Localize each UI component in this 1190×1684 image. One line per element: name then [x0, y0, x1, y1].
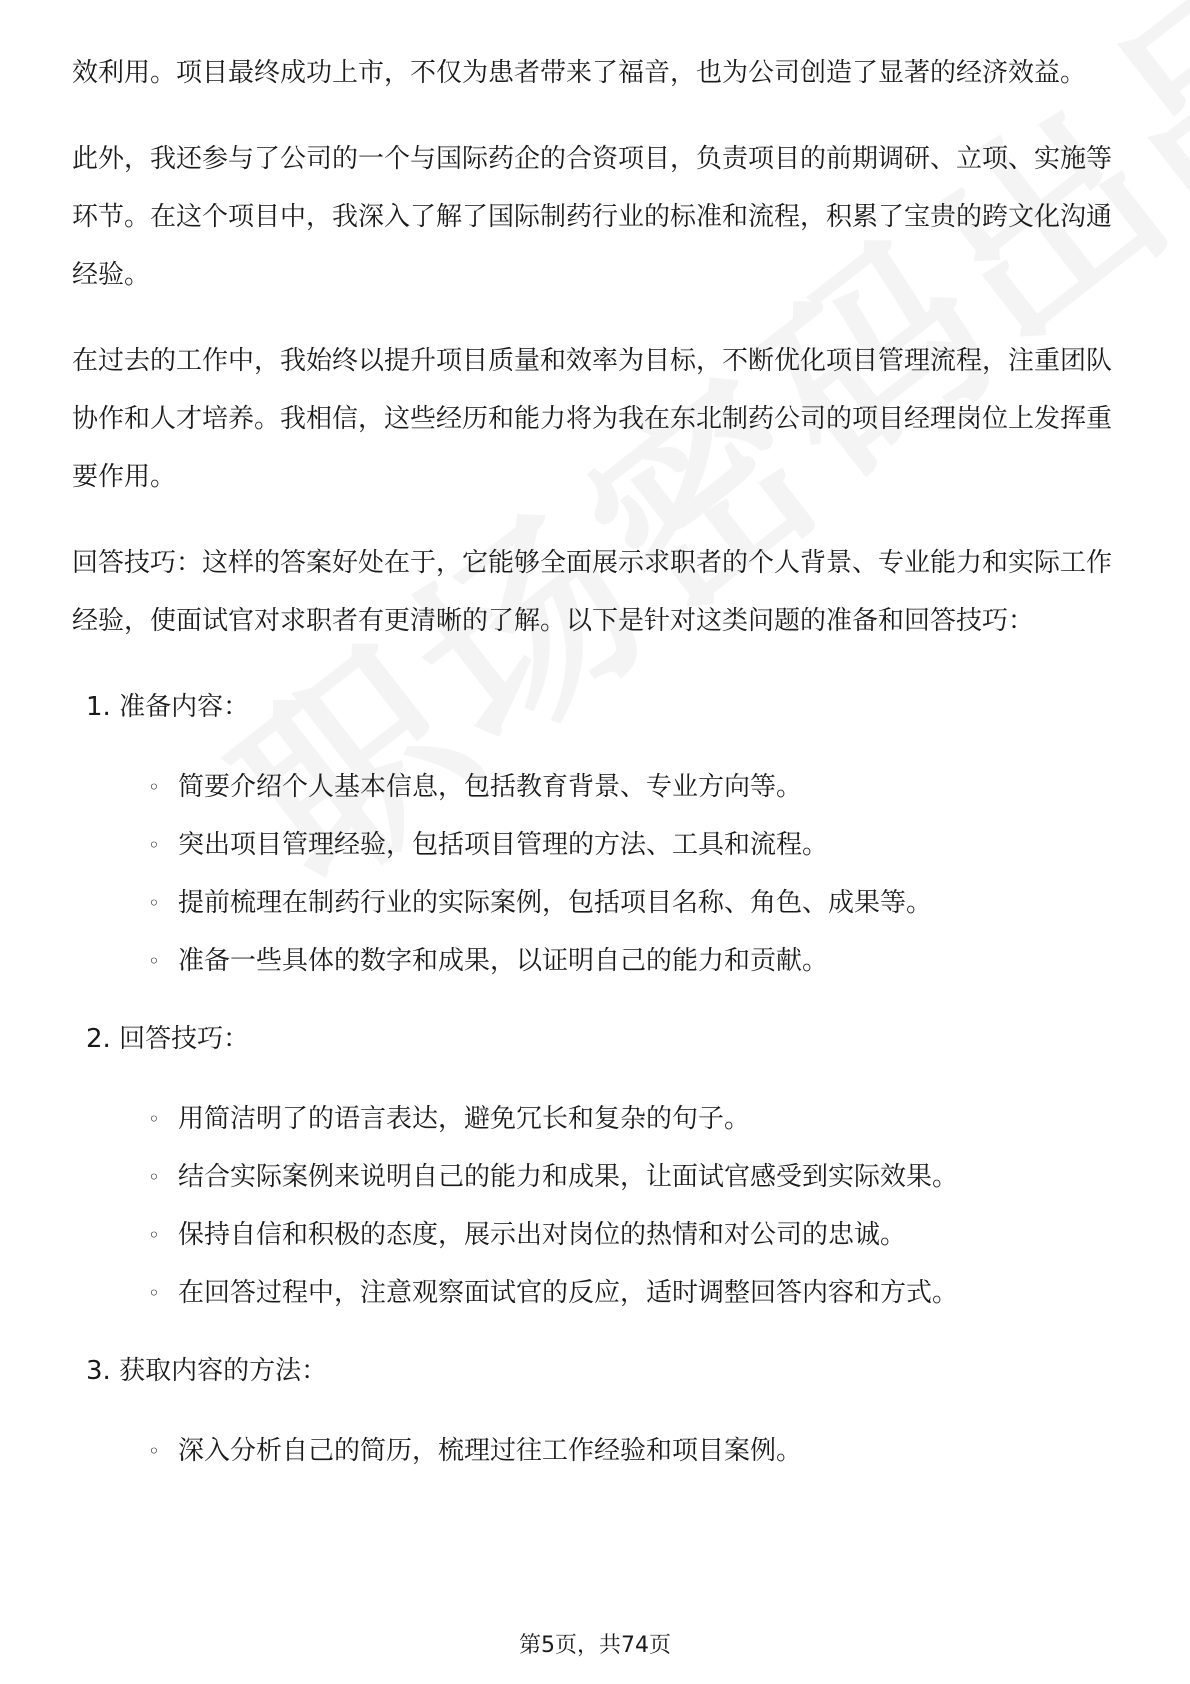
list-item [148, 1090, 1118, 1148]
list-item-text: 深入分析自己的简历，梳理过往工作经验和项目案例。 [178, 1436, 803, 1466]
bullet-icon: ◦ [148, 1107, 160, 1131]
bullet-icon: ◦ [148, 1281, 160, 1305]
bullet-icon: ◦ [148, 1223, 160, 1247]
list-item [148, 1148, 1118, 1206]
section-heading [72, 678, 1118, 736]
section-title: 准备内容： [119, 692, 250, 722]
list-item [148, 1422, 1118, 1480]
bullet-list [72, 1090, 1118, 1322]
list-item [148, 932, 1118, 990]
bullet-icon: ◦ [148, 833, 160, 857]
section-heading [72, 1342, 1118, 1400]
bullet-icon: ◦ [148, 1439, 160, 1463]
bullet-icon: ◦ [148, 775, 160, 799]
list-item-text: 突出项目管理经验，包括项目管理的方法、工具和流程。 [178, 830, 829, 860]
list-item [148, 816, 1118, 874]
list-item-text: 在回答过程中，注意观察面试官的反应，适时调整回答内容和方式。 [178, 1278, 959, 1308]
list-item-text: 保持自信和积极的态度，展示出对岗位的热情和对公司的忠诚。 [178, 1220, 907, 1250]
paragraph: 效利用。项目最终成功上市，不仅为患者带来了福音，也为公司创造了显著的经济效益。 [72, 58, 1087, 88]
list-item [148, 758, 1118, 816]
bullet-list [72, 1422, 1118, 1480]
section-content-methods [72, 1342, 1118, 1480]
bullet-list [72, 758, 1118, 990]
list-item [148, 874, 1118, 932]
list-item [148, 1264, 1118, 1322]
list-item-text: 简要介绍个人基本信息，包括教育背景、专业方向等。 [178, 772, 803, 802]
list-item-text: 结合实际案例来说明自己的能力和成果，让面试官感受到实际效果。 [178, 1162, 959, 1192]
paragraph: 此外，我还参与了公司的一个与国际药企的合资项目，负责项目的前期调研、立项、实施等环节。在这个项目中，我深入了解了国际制药行业的标准和流程，积累了宝贵的跨文化沟通经验。 [72, 144, 1113, 290]
list-item-text: 准备一些具体的数字和成果，以证明自己的能力和贡献。 [178, 946, 829, 976]
section-title: 获取内容的方法： [119, 1356, 328, 1386]
section-title: 回答技巧： [119, 1024, 250, 1054]
bullet-icon: ◦ [148, 891, 160, 915]
bullet-icon: ◦ [148, 949, 160, 973]
section-number: 1. [86, 692, 111, 722]
paragraph: 回答技巧：这样的答案好处在于，它能够全面展示求职者的个人背景、专业能力和实际工作经验，使面试官对求职者有更清晰的了解。以下是针对这类问题的准备和回答技巧： [72, 548, 1113, 636]
section-number: 2. [86, 1024, 111, 1054]
list-item-text: 用简洁明了的语言表达，避免冗长和复杂的句子。 [178, 1104, 751, 1134]
section-answer-tips [72, 1010, 1118, 1322]
section-preparation [72, 678, 1118, 990]
section-heading [72, 1010, 1118, 1068]
page-number-footer: 第5页，共74页 [519, 1633, 671, 1658]
paragraph: 在过去的工作中，我始终以提升项目质量和效率为目标，不断优化项目管理流程，注重团队协作和人才培养。我相信，这些经历和能力将为我在东北制药公司的项目经理岗位上发挥重要作用。 [72, 346, 1113, 492]
list-item [148, 1206, 1118, 1264]
bullet-icon: ◦ [148, 1165, 160, 1189]
section-number: 3. [86, 1356, 111, 1386]
document-body [72, 44, 1118, 1500]
list-item-text: 提前梳理在制药行业的实际案例，包括项目名称、角色、成果等。 [178, 888, 933, 918]
